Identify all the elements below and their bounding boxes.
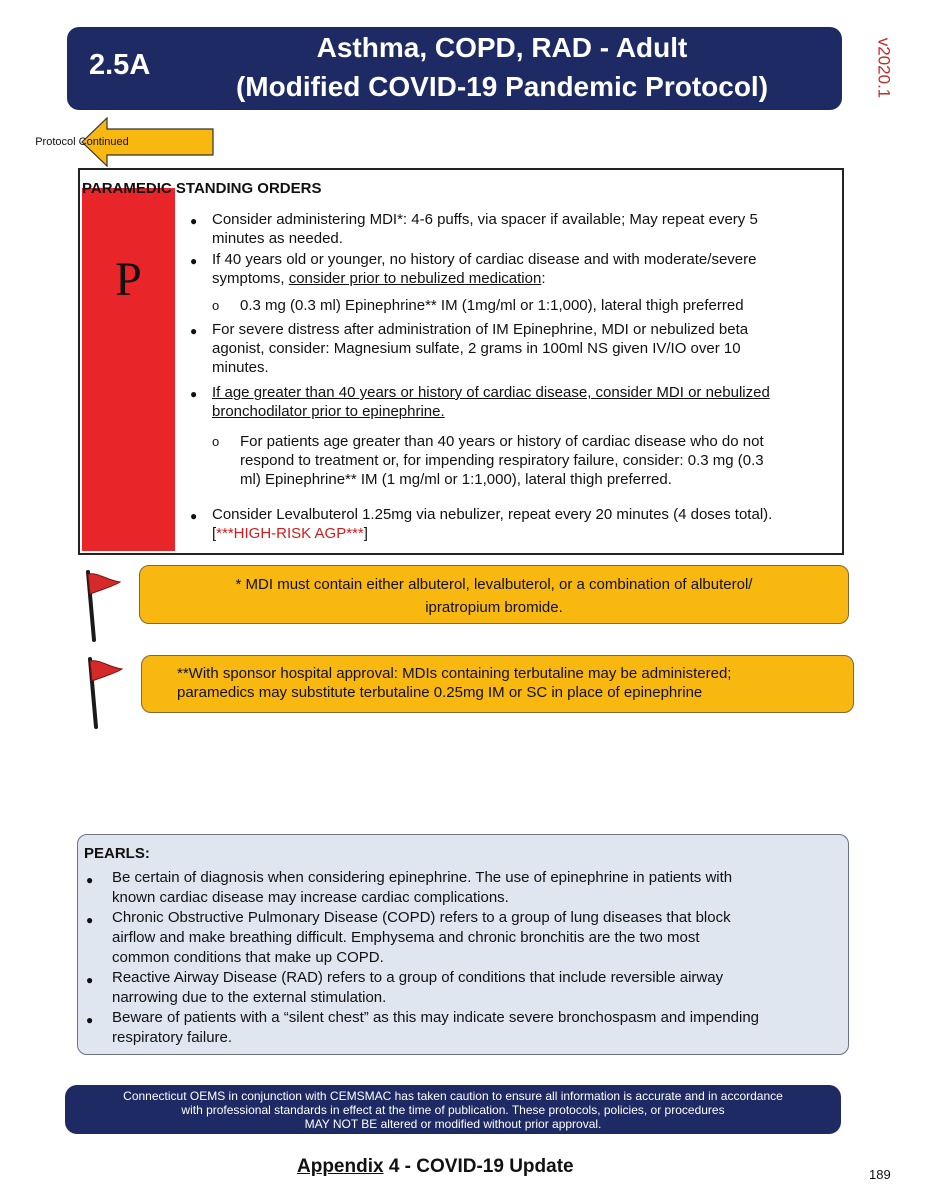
version-label <box>853 28 913 108</box>
paramedic-level-letter: P <box>115 253 142 306</box>
mdi-note-line2: ipratropium bromide. <box>425 599 563 616</box>
sub-bullet-icon: o <box>212 298 220 313</box>
pearl-3-line1: Reactive Airway Disease (RAD) refers to a group of conditions that include reversible airway <box>112 969 724 986</box>
paramedic-level-bar <box>82 188 175 551</box>
order-4-sub-1-line2: respond to treatment or, for impending respiratory failure, consider: 0.3 mg (0.3 <box>240 452 764 469</box>
bullet-icon: ● <box>190 254 198 268</box>
order-3-line2: agonist, consider: Magnesium sulfate, 2 grams in 100ml NS given IV/IO over 10 <box>212 340 741 357</box>
bullet-icon: ● <box>86 913 94 927</box>
pearl-2-line3: common conditions that make up COPD. <box>112 949 384 966</box>
red-flag-icon <box>78 655 133 730</box>
order-4-sub-1-line3: ml) Epinephrine** IM (1 mg/ml or 1:1,000), lateral thigh preferred. <box>240 471 672 488</box>
bullet-icon: ● <box>190 509 198 523</box>
order-5-line2: [***HIGH-RISK AGP***] <box>212 525 368 542</box>
order-4-sub-1-line1: For patients age greater than 40 years or history of cardiac disease who do not <box>240 433 764 450</box>
pearl-4-line1: Beware of patients with a “silent chest” as this may indicate severe bronchospasm and impending <box>112 1009 759 1026</box>
pearl-1-line2: known cardiac disease may increase cardiac complications. <box>112 889 509 906</box>
bullet-icon: ● <box>190 324 198 338</box>
standing-orders-title: PARAMEDIC STANDING ORDERS <box>82 180 322 197</box>
protocol-title-line1: Asthma, COPD, RAD - Adult <box>316 32 688 63</box>
protocol-title-line2: (Modified COVID-19 Pandemic Protocol) <box>235 71 769 102</box>
pearl-1-line1: Be certain of diagnosis when considering epinephrine. The use of epinephrine in patients with <box>112 869 733 886</box>
order-5-line1: Consider Levalbuterol 1.25mg via nebulizer, repeat every 20 minutes (4 doses total). <box>212 506 773 523</box>
red-flag-icon <box>76 568 131 643</box>
order-2-sub-1: 0.3 mg (0.3 ml) Epinephrine** IM (1mg/ml or 1:1,000), lateral thigh preferred <box>240 297 744 314</box>
pearls-title: PEARLS: <box>84 845 150 862</box>
bullet-icon: ● <box>86 873 94 887</box>
protocol-header <box>67 27 842 110</box>
order-3-line3: minutes. <box>212 359 269 376</box>
order-4-line2: bronchodilator prior to epinephrine. <box>212 403 445 420</box>
disclaimer-box <box>65 1085 841 1134</box>
mdi-note-line1: * MDI must contain either albuterol, levalbuterol, or a combination of albuterol/ <box>235 576 753 593</box>
order-2-line2: symptoms, consider prior to nebulized medication: <box>212 270 546 287</box>
pearl-3-line2: narrowing due to the external stimulation. <box>112 989 387 1006</box>
order-1-line2: minutes as needed. <box>212 230 343 247</box>
pearls-box <box>77 834 849 1055</box>
pearl-4-line2: respiratory failure. <box>112 1029 233 1046</box>
pearl-2-line1: Chronic Obstructive Pulmonary Disease (COPD) refers to a group of lung diseases that block <box>112 909 731 926</box>
bullet-icon: ● <box>86 1013 94 1027</box>
order-3-line1: For severe distress after administration of IM Epinephrine, MDI or nebulized beta <box>212 321 749 338</box>
terbutaline-note-line1: **With sponsor hospital approval: MDIs containing terbutaline may be administered; <box>177 665 732 682</box>
pearl-2-line2: airflow and make breathing difficult. Emphysema and chronic bronchitis are the two most <box>112 929 700 946</box>
terbutaline-note <box>141 655 854 713</box>
standing-orders-box <box>78 168 844 555</box>
protocol-continued-label: Protocol Continued <box>35 136 129 148</box>
bullet-icon: ● <box>190 387 198 401</box>
protocol-number: 2.5A <box>89 49 151 81</box>
disclaimer-line2: with professional standards in effect at the time of publication. These protocols, policies, or procedures <box>181 1103 725 1117</box>
order-4-line1: If age greater than 40 years or history of cardiac disease, consider MDI or nebulized <box>212 384 770 401</box>
bullet-icon: ● <box>86 973 94 987</box>
disclaimer-line1: Connecticut OEMS in conjunction with CEMSMAC has taken caution to ensure all information is accurate and in accordance <box>123 1089 783 1103</box>
terbutaline-note-line2: paramedics may substitute terbutaline 0.25mg IM or SC in place of epinephrine <box>177 684 703 701</box>
version-text: v2020.1 <box>874 37 894 99</box>
bullet-icon: ● <box>190 214 198 228</box>
sub-bullet-icon: o <box>212 434 220 449</box>
order-2-line1: If 40 years old or younger, no history of cardiac disease and with moderate/severe <box>212 251 757 268</box>
appendix-link[interactable]: Appendix <box>297 1156 384 1177</box>
order-1-line1: Consider administering MDI*: 4-6 puffs, via spacer if available; May repeat every 5 <box>212 211 758 228</box>
disclaimer-line3: MAY NOT BE altered or modified without prior approval. <box>304 1117 602 1131</box>
appendix-title: Appendix 4 - COVID-19 Update <box>297 1156 574 1177</box>
mdi-note <box>139 565 849 624</box>
page-number: 189 <box>869 1167 891 1182</box>
